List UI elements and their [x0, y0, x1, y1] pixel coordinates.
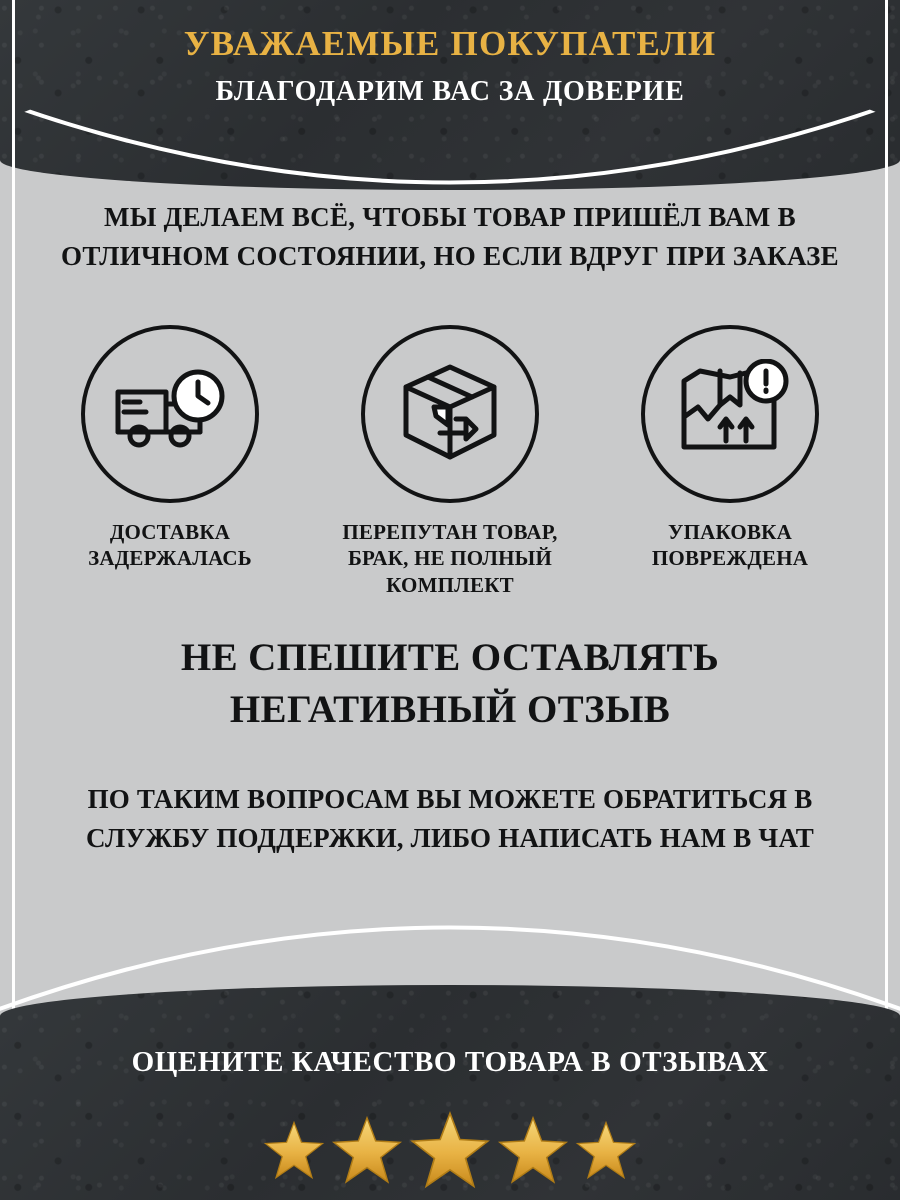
page-subtitle: БЛАГОДАРИМ ВАС ЗА ДОВЕРИЕ	[215, 76, 685, 107]
issue-item-damaged-package	[605, 325, 855, 572]
bottom-arc-decoration	[0, 870, 900, 1050]
icon-circle	[81, 325, 259, 503]
star-icon[interactable]	[331, 1115, 403, 1187]
support-instructions: ПО ТАКИМ ВОПРОСАМ ВЫ МОЖЕТЕ ОБРАТИТЬСЯ В СЛУЖБУ ПОДДЕРЖКИ, ЛИБО НАПИСАТЬ НАМ В ЧАТ	[86, 784, 814, 854]
issue-item-delivery-delayed	[45, 325, 295, 572]
lead-paragraph: МЫ ДЕЛАЕМ ВСЁ, ЧТОБЫ ТОВАР ПРИШЁЛ ВАМ В ОТЛИЧНОМ СОСТОЯНИИ, НО ЕСЛИ ВДРУГ ПРИ ЗАКАЗЕ	[61, 202, 839, 272]
issue-caption: УПАКОВКА ПОВРЕЖДЕНА	[651, 520, 809, 571]
star-icon[interactable]	[409, 1110, 491, 1192]
star-rating[interactable]	[0, 1110, 900, 1192]
damaged-package-icon	[670, 359, 790, 469]
box-return-arrow-icon	[390, 359, 510, 469]
page-title: УВАЖАЕМЫЕ ПОКУПАТЕЛИ	[183, 24, 717, 63]
main-statement: НЕ СПЕШИТЕ ОСТАВЛЯТЬ НЕГАТИВНЫЙ ОТЗЫВ	[180, 636, 720, 731]
issue-item-wrong-item	[325, 325, 575, 598]
star-icon[interactable]	[263, 1120, 325, 1182]
issue-icon-row	[45, 325, 855, 598]
star-icon[interactable]	[575, 1120, 637, 1182]
star-icon[interactable]	[497, 1115, 569, 1187]
icon-circle	[361, 325, 539, 503]
delivery-truck-clock-icon	[110, 364, 230, 464]
icon-circle	[641, 325, 819, 503]
issue-caption: ДОСТАВКА ЗАДЕРЖАЛАСЬ	[88, 520, 252, 571]
footer-call-to-action: ОЦЕНИТЕ КАЧЕСТВО ТОВАРА В ОТЗЫВАХ	[131, 1046, 769, 1079]
issue-caption: ПЕРЕПУТАН ТОВАР, БРАК, НЕ ПОЛНЫЙ КОМПЛЕКТ	[342, 520, 558, 597]
